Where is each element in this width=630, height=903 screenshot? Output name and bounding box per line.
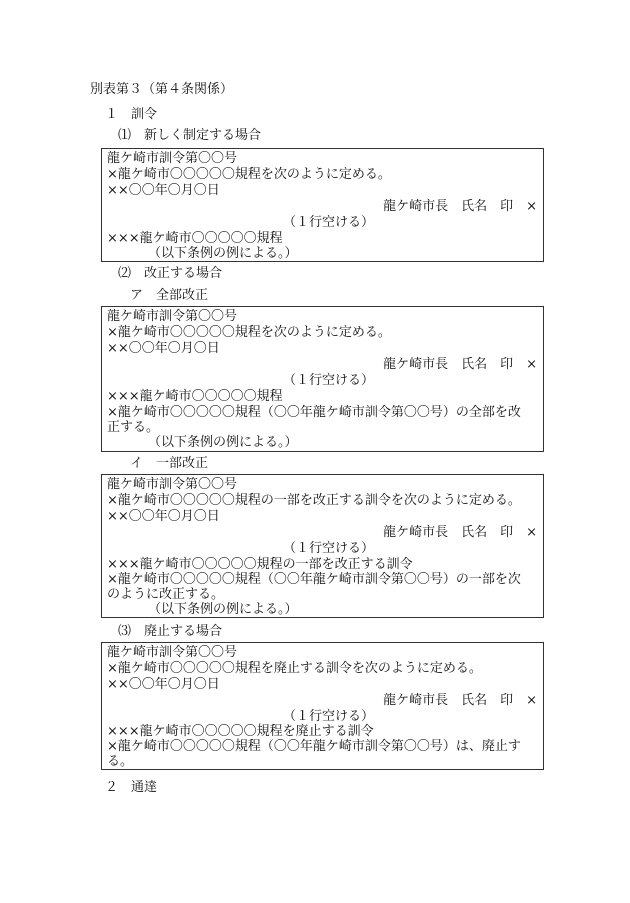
- box-line: ×××龍ケ崎市〇〇〇〇〇規程の一部を改正する訓令: [107, 557, 413, 572]
- box-line-signature: 龍ケ崎市長 氏名 印 ×: [383, 357, 537, 372]
- box-line: ××〇〇年〇月〇日: [107, 183, 220, 198]
- template-box-new: [101, 148, 544, 262]
- template-box-full-amendment: [101, 306, 544, 452]
- box-line: 正する。: [107, 420, 160, 435]
- item-a-title: ア 全部改正: [130, 288, 209, 303]
- template-box-partial-amendment: [101, 474, 544, 618]
- box-line-following: （以下条例の例による。）: [148, 602, 298, 617]
- section-1-title: １ 訓令: [105, 107, 158, 122]
- box-line-following: （以下条例の例による。）: [148, 246, 298, 261]
- subsection-1-title: ⑴ 新しく制定する場合: [118, 128, 262, 143]
- template-box-abolition: [101, 642, 544, 770]
- box-line: 龍ケ崎市訓令第〇〇号: [107, 309, 238, 324]
- box-line-signature: 龍ケ崎市長 氏名 印 ×: [383, 693, 537, 708]
- box-line: ×龍ケ崎市〇〇〇〇〇規程（〇〇年龍ケ崎市訓令第〇〇号）は、廃止す: [107, 739, 521, 754]
- box-line: 龍ケ崎市訓令第〇〇号: [107, 645, 238, 660]
- box-line: ×龍ケ崎市〇〇〇〇〇規程（〇〇年龍ケ崎市訓令第〇〇号）の一部を次: [107, 572, 521, 587]
- box-line: ××〇〇年〇月〇日: [107, 677, 220, 692]
- box-line: る。: [107, 754, 134, 769]
- box-line: ×××龍ケ崎市〇〇〇〇〇規程: [107, 231, 283, 246]
- table-heading: 別表第３（第４条関係）: [90, 82, 234, 97]
- item-b-title: イ 一部改正: [130, 456, 209, 471]
- box-line: ×龍ケ崎市〇〇〇〇〇規程（〇〇年龍ケ崎市訓令第〇〇号）の全部を改: [107, 405, 521, 420]
- box-line: 龍ケ崎市訓令第〇〇号: [107, 151, 238, 166]
- box-line-signature: 龍ケ崎市長 氏名 印 ×: [383, 525, 537, 540]
- subsection-2-title: ⑵ 改正する場合: [118, 266, 223, 281]
- box-line: ×龍ケ崎市〇〇〇〇〇規程を次のように定める。: [107, 167, 391, 182]
- box-line-blank-note: （１行空ける）: [283, 215, 375, 230]
- box-line: 龍ケ崎市訓令第〇〇号: [107, 477, 238, 492]
- box-line-blank-note: （１行空ける）: [283, 541, 375, 556]
- box-line-following: （以下条例の例による。）: [148, 435, 298, 450]
- box-line: ×龍ケ崎市〇〇〇〇〇規程を次のように定める。: [107, 325, 391, 340]
- box-line: のように改正する。: [107, 587, 225, 602]
- box-line-signature: 龍ケ崎市長 氏名 印 ×: [383, 199, 537, 214]
- box-line-blank-note: （１行空ける）: [283, 709, 375, 724]
- box-line: ××〇〇年〇月〇日: [107, 509, 220, 524]
- box-line-blank-note: （１行空ける）: [283, 373, 375, 388]
- box-line: ×龍ケ崎市〇〇〇〇〇規程の一部を改正する訓令を次のように定める。: [107, 493, 521, 508]
- section-2-title: ２ 通達: [105, 780, 158, 795]
- box-line: ×龍ケ崎市〇〇〇〇〇規程を廃止する訓令を次のように定める。: [107, 661, 482, 676]
- box-line: ×××龍ケ崎市〇〇〇〇〇規程: [107, 389, 283, 404]
- box-line: ×××龍ケ崎市〇〇〇〇〇規程を廃止する訓令: [107, 724, 374, 739]
- subsection-3-title: ⑶ 廃止する場合: [118, 624, 223, 639]
- box-line: ××〇〇年〇月〇日: [107, 341, 220, 356]
